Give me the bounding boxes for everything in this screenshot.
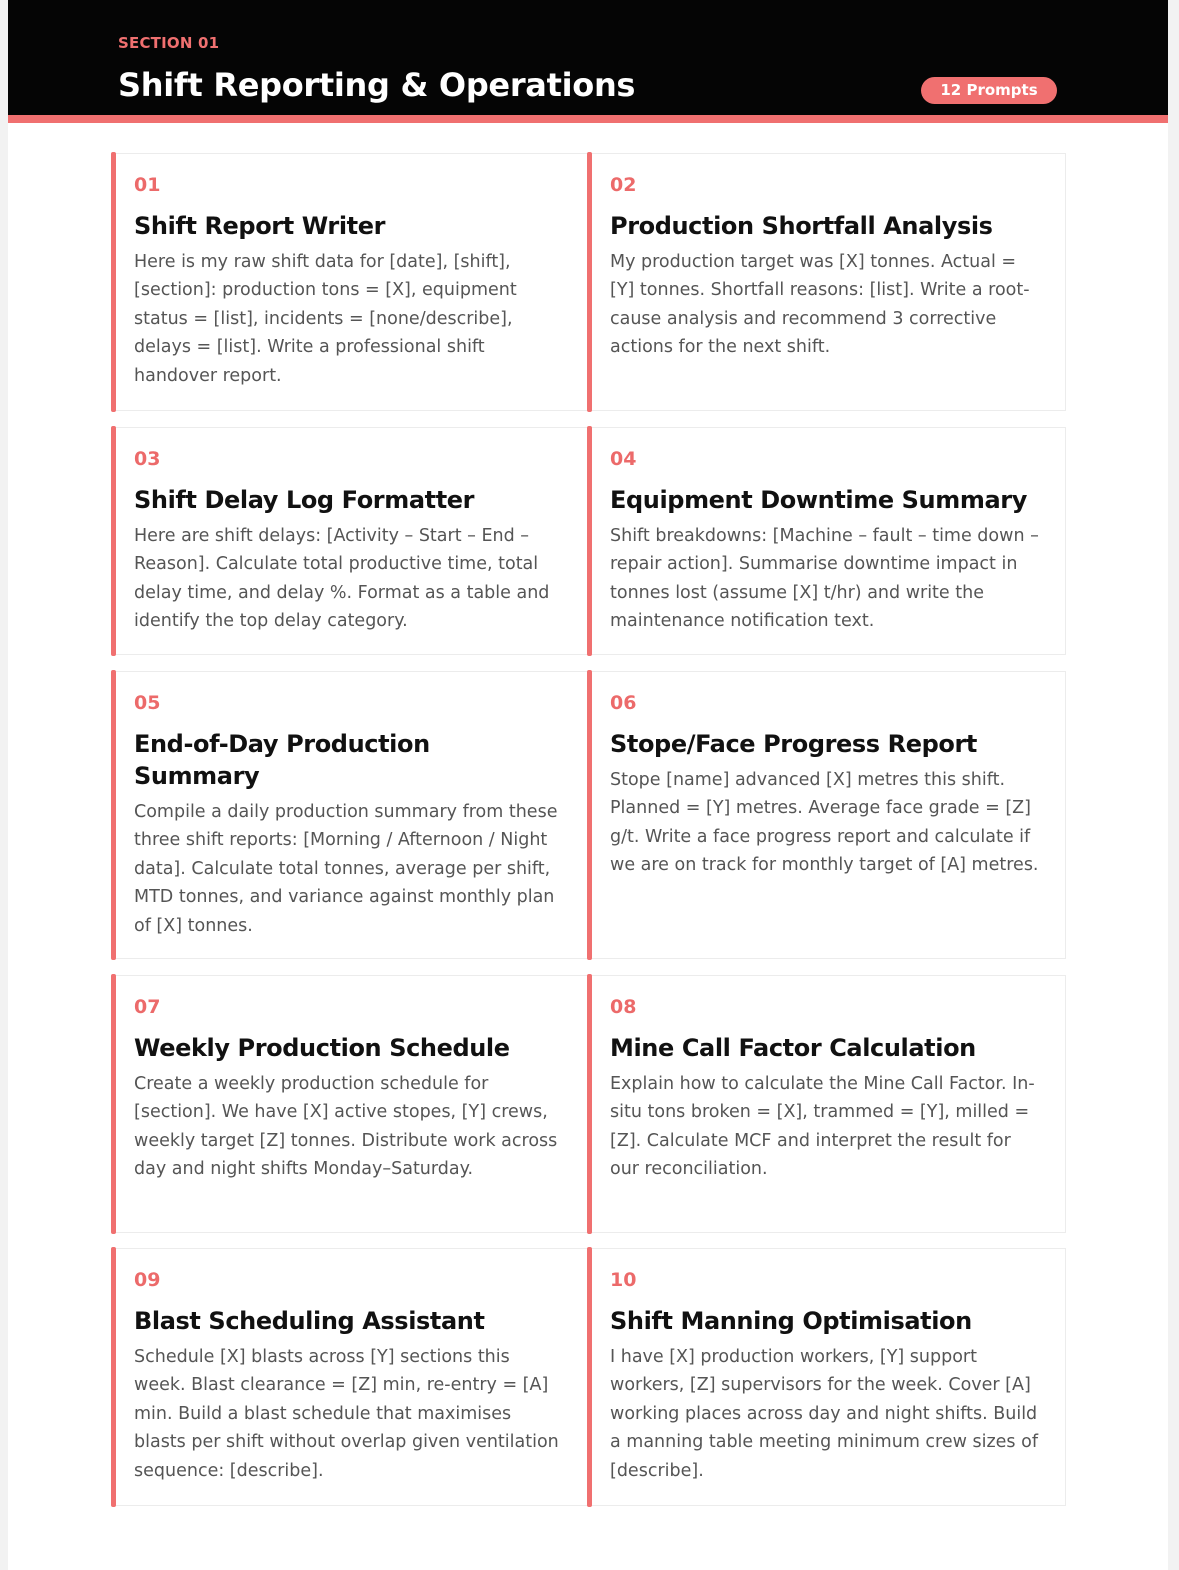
card-number: 02	[610, 174, 637, 196]
card-title: Weekly Production Schedule	[134, 1034, 510, 1062]
section-header	[8, 0, 1168, 115]
card-body: Here are shift delays: [Activity – Start – End – Reason]. Calculate total productive time, total delay time, and delay %. Format as a table and identify the top delay category.	[134, 526, 550, 632]
page	[8, 0, 1168, 1570]
card-title: Shift Delay Log Formatter	[134, 486, 475, 514]
card-body: Shift breakdowns: [Machine – fault – time down – repair action]. Summarise downtime impact in tonnes lost (assume [X] t/hr) and write the maintenance notification text.	[610, 526, 1039, 632]
card-body: Schedule [X] blasts across [Y] sections this week. Blast clearance = [Z] min, re-entry = [A] min. Build a blast schedule that maximises blasts per shift without overlap given ventilation sequence: [describe].	[134, 1347, 559, 1481]
prompt-card-06	[588, 671, 1066, 959]
card-title: Mine Call Factor Calculation	[610, 1034, 976, 1062]
prompt-card-09	[112, 1248, 590, 1506]
prompt-card-01	[112, 153, 590, 411]
card-body: My production target was [X] tonnes. Actual = [Y] tonnes. Shortfall reasons: [list]. Write a root-cause analysis and recommend 3 corrective actions for the next shift.	[610, 252, 1030, 358]
card-number: 06	[610, 692, 637, 714]
card-body: Compile a daily production summary from these three shift reports: [Morning / Afternoon / Night data]. Calculate total tonnes, average per shift, MTD tonnes, and variance against monthly plan of [X] tonnes.	[134, 802, 558, 936]
card-title: End-of-Day Production Summary	[134, 730, 430, 790]
prompt-card-10	[588, 1248, 1066, 1506]
prompt-card-08	[588, 975, 1066, 1233]
card-number: 07	[134, 996, 161, 1018]
card-title: Shift Manning Optimisation	[610, 1307, 972, 1335]
prompt-card-03	[112, 427, 590, 655]
card-body: I have [X] production workers, [Y] support workers, [Z] supervisors for the week. Cover [A] working places across day and night shifts. Build a manning table meeting minimum crew sizes of [describe].	[610, 1347, 1038, 1481]
card-body: Stope [name] advanced [X] metres this shift. Planned = [Y] metres. Average face grade = [Z] g/t. Write a face progress report and calculate if we are on track for monthly target of [A] metres.	[610, 770, 1039, 876]
prompt-card-05	[112, 671, 590, 959]
card-title: Shift Report Writer	[134, 212, 386, 240]
card-title: Equipment Downtime Summary	[610, 486, 1027, 514]
card-title: Stope/Face Progress Report	[610, 730, 977, 758]
card-body: Explain how to calculate the Mine Call Factor. In-situ tons broken = [X], trammed = [Y], milled = [Z]. Calculate MCF and interpret the result for our reconciliation.	[610, 1074, 1035, 1180]
card-number: 08	[610, 996, 637, 1018]
card-number: 03	[134, 448, 161, 470]
card-number: 01	[134, 174, 161, 196]
section-title: Shift Reporting & Operations	[118, 66, 636, 104]
prompt-card-04	[588, 427, 1066, 655]
section-label: SECTION 01	[118, 34, 220, 52]
card-number: 09	[134, 1269, 161, 1291]
prompt-card-02	[588, 153, 1066, 411]
card-title: Blast Scheduling Assistant	[134, 1307, 485, 1335]
card-number: 05	[134, 692, 161, 714]
prompt-card-07	[112, 975, 590, 1233]
card-number: 04	[610, 448, 637, 470]
prompt-count-badge: 12 Prompts	[921, 77, 1057, 104]
card-title: Production Shortfall Analysis	[610, 212, 993, 240]
header-accent-bar	[8, 115, 1168, 123]
card-body: Here is my raw shift data for [date], [shift], [section]: production tons = [X], equipment status = [list], incidents = [none/describe], delays = [list]. Write a professional shift handover report.	[134, 252, 517, 386]
card-number: 10	[610, 1269, 637, 1291]
card-body: Create a weekly production schedule for [section]. We have [X] active stopes, [Y] crews, weekly target [Z] tonnes. Distribute work across day and night shifts Monday–Saturday.	[134, 1074, 558, 1180]
